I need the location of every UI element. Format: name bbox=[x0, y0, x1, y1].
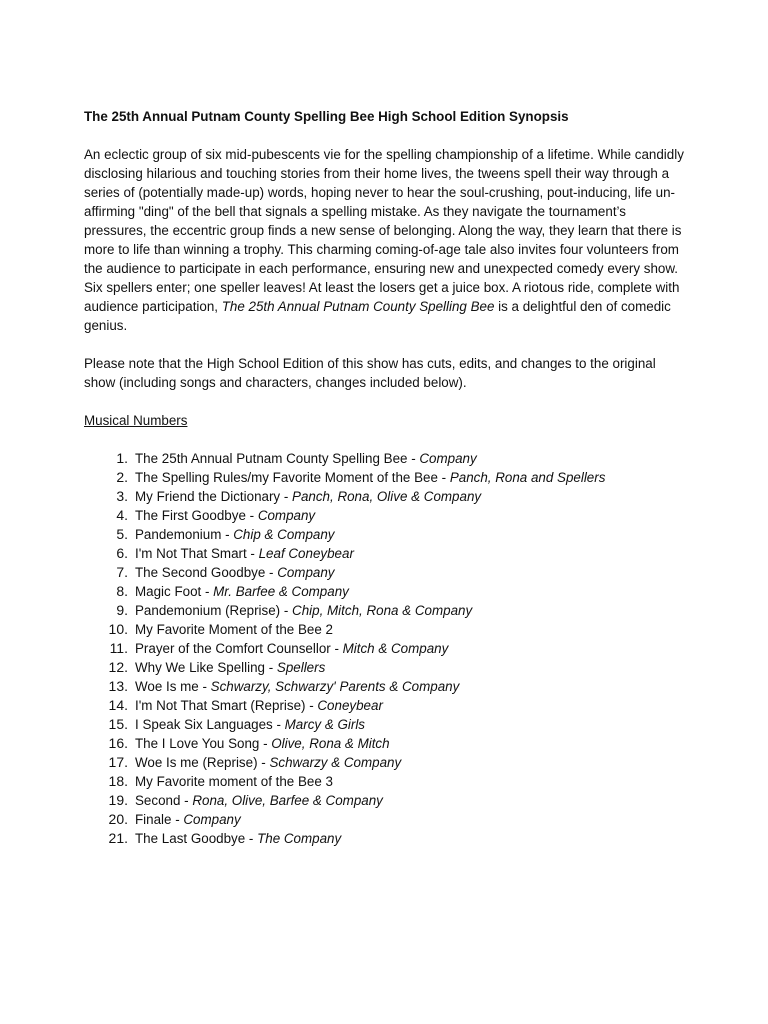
song-number: 3. bbox=[116, 488, 128, 504]
song-separator: - bbox=[305, 698, 318, 713]
song-title: My Favorite Moment of the Bee 2 bbox=[135, 622, 333, 637]
list-item bbox=[84, 525, 684, 544]
song-separator: - bbox=[437, 470, 450, 485]
song-title: Pandemonium (Reprise) bbox=[135, 603, 281, 618]
song-separator: - bbox=[201, 584, 214, 599]
synopsis-paragraph bbox=[84, 145, 684, 335]
song-performer: Company bbox=[183, 812, 241, 827]
song-performer: Chip & Company bbox=[233, 527, 335, 542]
synopsis-text-end: is a delightful den of comedic genius. bbox=[84, 299, 671, 333]
list-item bbox=[84, 449, 684, 468]
song-number: 18. bbox=[108, 773, 128, 789]
song-separator: - bbox=[330, 641, 343, 656]
list-item bbox=[84, 772, 684, 791]
song-number: 14. bbox=[108, 697, 128, 713]
song-separator: - bbox=[265, 660, 277, 675]
song-separator: - bbox=[180, 793, 193, 808]
list-item bbox=[84, 544, 684, 563]
song-performer: Coneybear bbox=[317, 698, 383, 713]
song-title: Second bbox=[135, 793, 181, 808]
song-title: Prayer of the Comfort Counsellor bbox=[135, 641, 331, 656]
song-separator: - bbox=[259, 736, 272, 751]
song-separator: - bbox=[257, 755, 270, 770]
list-item bbox=[84, 791, 684, 810]
list-item bbox=[84, 506, 684, 525]
song-number: 1. bbox=[116, 450, 128, 466]
song-number: 2. bbox=[116, 469, 128, 485]
song-separator: - bbox=[265, 565, 278, 580]
synopsis-show-title: The 25th Annual Putnam County Spelling Bee bbox=[221, 299, 495, 314]
song-performer: Spellers bbox=[276, 660, 326, 675]
song-title: I'm Not That Smart bbox=[135, 546, 247, 561]
song-separator: - bbox=[280, 603, 293, 618]
song-performer: Company bbox=[257, 508, 316, 523]
song-separator: - bbox=[198, 679, 211, 694]
song-separator: - bbox=[245, 831, 258, 846]
song-number: 11. bbox=[109, 640, 128, 656]
song-performer: Rona, Olive, Barfee & Company bbox=[192, 793, 383, 808]
song-title: I Speak Six Languages bbox=[135, 717, 273, 732]
song-title: Woe Is me bbox=[135, 679, 199, 694]
song-performer: Company bbox=[277, 565, 335, 580]
song-performer: The Company bbox=[257, 831, 342, 846]
song-title: The 25th Annual Putnam County Spelling Bee bbox=[135, 451, 408, 466]
song-title: Finale bbox=[135, 812, 172, 827]
song-number: 5. bbox=[116, 526, 128, 542]
song-separator: - bbox=[280, 489, 293, 504]
song-number: 15. bbox=[108, 716, 128, 732]
song-separator: - bbox=[171, 812, 184, 827]
song-performer: Marcy & Girls bbox=[284, 717, 365, 732]
song-title: The Second Goodbye bbox=[135, 565, 266, 580]
song-performer: Mr. Barfee & Company bbox=[213, 584, 349, 599]
list-item bbox=[84, 810, 684, 829]
song-title: Magic Foot bbox=[135, 584, 202, 599]
song-performer: Panch, Rona, Olive & Company bbox=[292, 489, 482, 504]
song-separator: - bbox=[272, 717, 285, 732]
edition-note: Please note that the High School Edition of this show has cuts, edits, and changes to the original show (including songs and characters, changes included below). bbox=[84, 356, 656, 390]
song-number: 17. bbox=[108, 754, 128, 770]
list-item bbox=[84, 468, 684, 487]
song-number: 12. bbox=[108, 659, 128, 675]
song-title: The I Love You Song bbox=[135, 736, 260, 751]
song-title: Woe Is me (Reprise) bbox=[135, 755, 258, 770]
song-number: 9. bbox=[116, 602, 128, 618]
song-performer: Leaf Coneybear bbox=[258, 546, 354, 561]
song-number: 7. bbox=[116, 564, 128, 580]
song-number: 10. bbox=[108, 621, 128, 637]
list-item bbox=[84, 487, 684, 506]
song-number: 8. bbox=[116, 583, 128, 599]
song-separator: - bbox=[407, 451, 420, 466]
list-item bbox=[84, 658, 684, 677]
song-number: 13. bbox=[108, 678, 128, 694]
song-separator: - bbox=[246, 546, 259, 561]
song-performer: Panch, Rona and Spellers bbox=[449, 470, 606, 485]
list-item bbox=[84, 582, 684, 601]
list-item bbox=[84, 715, 684, 734]
list-item bbox=[84, 696, 684, 715]
song-number: 4. bbox=[116, 507, 128, 523]
song-title: Pandemonium bbox=[135, 527, 222, 542]
song-separator: - bbox=[245, 508, 258, 523]
song-number: 21. bbox=[108, 830, 128, 846]
list-item bbox=[84, 734, 684, 753]
song-title: My Friend the Dictionary bbox=[135, 489, 281, 504]
song-title: The First Goodbye bbox=[135, 508, 246, 523]
song-title: The Spelling Rules/my Favorite Moment of the Bee bbox=[135, 470, 438, 485]
song-number: 16. bbox=[108, 735, 128, 751]
list-item bbox=[84, 563, 684, 582]
song-performer: Company bbox=[419, 451, 477, 466]
song-number: 6. bbox=[116, 545, 128, 561]
document-title: The 25th Annual Putnam County Spelling Bee High School Edition Synopsis bbox=[84, 109, 569, 124]
list-item bbox=[84, 677, 684, 696]
song-title: I'm Not That Smart (Reprise) bbox=[135, 698, 306, 713]
song-title: Why We Like Spelling bbox=[135, 660, 265, 675]
document-page bbox=[84, 107, 684, 848]
song-separator: - bbox=[221, 527, 234, 542]
song-performer: Chip, Mitch, Rona & Company bbox=[292, 603, 473, 618]
list-item bbox=[84, 620, 684, 639]
song-performer: Schwarzy, Schwarzy' Parents & Company bbox=[210, 679, 460, 694]
song-title: The Last Goodbye bbox=[135, 831, 246, 846]
song-number: 19. bbox=[108, 792, 128, 808]
musical-numbers-heading: Musical Numbers bbox=[84, 413, 188, 428]
synopsis-text: An eclectic group of six mid-pubescents vie for the spelling championship of a lifetime. While candidly disclosing hilarious and touching stories from their home lives, the tweens spell their way through a series of (potentially made-up) words, hoping never to hear the soul-crushing, pout-inducing, life un-affirming "ding" of the bell that signals a spelling mistake. As they navigate the tournament’s pressures, the eccentric group finds a new sense of belonging. Along the way, they learn that there is more to life than winning a trophy. This charming coming-of-age tale also invites four volunteers from the audience to participate in each performance, ensuring new and unexpected comedy every show. Six spellers enter; one speller leaves! At least the losers get a juice box. A riotous ride, complete with audience participation, bbox=[84, 147, 684, 314]
list-item bbox=[84, 601, 684, 620]
song-performer: Olive, Rona & Mitch bbox=[271, 736, 390, 751]
song-number: 20. bbox=[108, 811, 128, 827]
list-item bbox=[84, 639, 684, 658]
song-performer: Schwarzy & Company bbox=[269, 755, 402, 770]
list-item bbox=[84, 829, 684, 848]
song-performer: Mitch & Company bbox=[342, 641, 449, 656]
song-title: My Favorite moment of the Bee 3 bbox=[135, 774, 333, 789]
musical-numbers-list bbox=[84, 449, 684, 848]
list-item bbox=[84, 753, 684, 772]
